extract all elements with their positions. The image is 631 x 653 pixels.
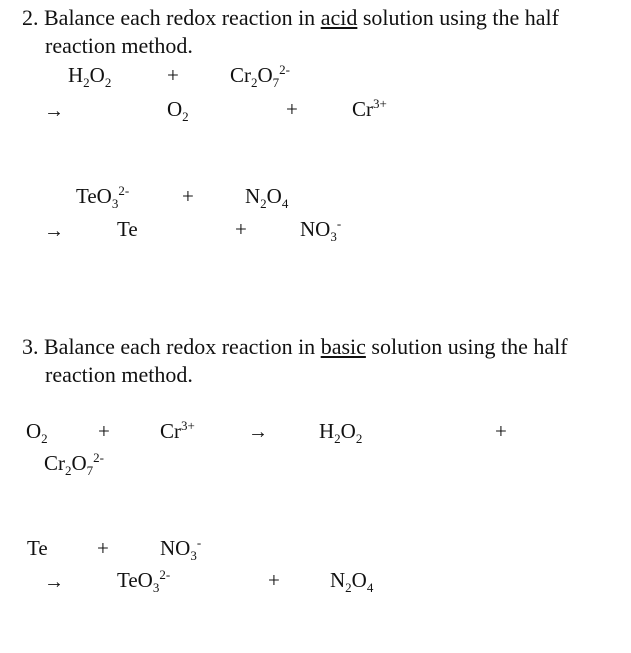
q2-acid-word: acid: [320, 5, 358, 30]
q3-r2-reactant-te: Te: [27, 536, 48, 560]
q2-r1-plus-2: +: [286, 97, 298, 121]
q3-r1-product-cr2o7: $Cr_2O_7^{2-}$: [44, 450, 105, 478]
q2-r2-reactant-n2o4: $N_2O_4$: [245, 184, 289, 211]
q2-r2-product-te: Te: [117, 217, 138, 241]
q2-r1-plus-1: +: [167, 63, 179, 87]
q2-r1-product-o2: $O_2$: [167, 97, 189, 124]
q3-r1-reactant-o2: $O_2$: [26, 419, 48, 446]
q2-r2-plus-2: +: [235, 217, 247, 241]
q3-suffix: solution using the half: [365, 334, 568, 359]
question-3-heading-line2: reaction method.: [45, 362, 193, 387]
question-3-heading: [22, 336, 568, 358]
question-2-heading: [22, 7, 559, 29]
q3-r2-plus-1: +: [97, 536, 109, 560]
q2-r2-plus-1: +: [182, 184, 194, 208]
q2-r2-product-no3: $NO_3^-$: [300, 216, 342, 244]
q3-r1-product-h2o2: $H_2O_2$: [319, 419, 363, 446]
q3-r1-plus-1: +: [98, 419, 110, 443]
q3-r2-arrow: →: [44, 571, 64, 593]
q3-r1-arrow: →: [248, 421, 268, 443]
q2-r1-product-cr3: $Cr^{3+}$: [352, 96, 387, 121]
q2-prefix: 2. Balance each redox reaction in: [22, 5, 321, 30]
q3-r2-reactant-no3: $NO_3^-$: [160, 535, 202, 563]
q3-r2-product-teo3: TeO$_3^{2-}$: [117, 567, 171, 595]
q2-suffix: solution using the half: [357, 5, 559, 30]
q2-r1-reactant-h2o2: $H_2O_2$: [68, 63, 112, 90]
q2-r1-arrow: →: [44, 100, 64, 122]
q3-basic-word: basic: [320, 334, 366, 359]
q2-r2-arrow: →: [44, 220, 64, 242]
q3-r1-plus-2: +: [495, 419, 507, 443]
q2-r1-reactant-cr2o7: $Cr_2O_7^{2-}$: [230, 62, 291, 90]
question-2-heading-line2: reaction method.: [45, 33, 193, 58]
q3-r1-reactant-cr3: $Cr^{3+}$: [160, 418, 195, 443]
q2-r2-reactant-teo3: TeO$_3^{2-}$: [76, 183, 130, 211]
q3-r2-product-n2o4: $N_2O_4$: [330, 568, 374, 595]
q3-prefix: 3. Balance each redox reaction in: [22, 334, 321, 359]
q3-r2-plus-2: +: [268, 568, 280, 592]
